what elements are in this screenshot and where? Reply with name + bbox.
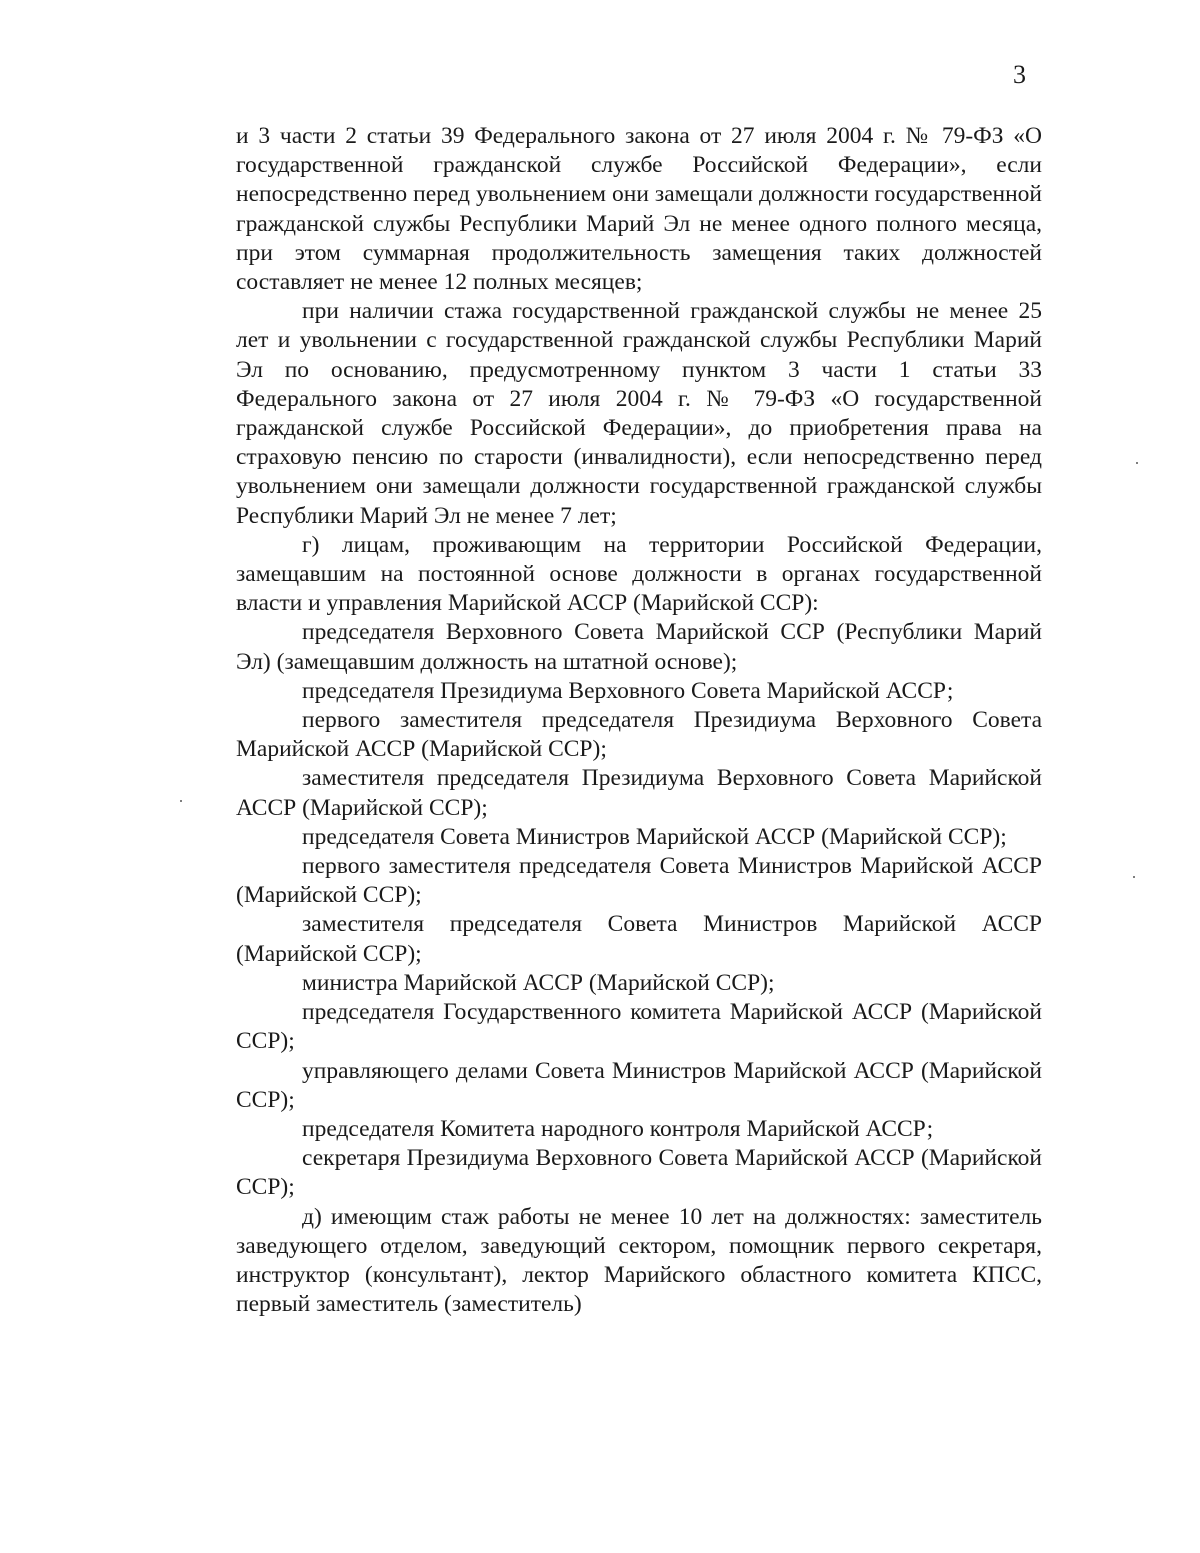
paragraph-item-g: г) лицам, проживающим на территории Российской Федерации, замещавшим на постоянной основе должности в органах государственной власти и управления Марийской АССР (Марийской ССР):	[236, 531, 1042, 617]
list-item: первого заместителя председателя Президиума Верховного Совета Марийской АССР (Марийской ССР);	[236, 707, 1042, 763]
list-item: председателя Верховного Совета Марийской ССР (Республики Марий Эл) (замещавшим должность на штатной основе);	[236, 619, 1042, 675]
paragraph-continuation: и 3 части 2 статьи 39 Федерального закона от 27 июля 2004 г. № 79-ФЗ «О государственной гражданской службе Российской Федерации», если непосредственно перед увольнением они замещали должности государственной гражданской службы Республики Марий Эл не менее одного полного месяца, при этом суммарная продолжительность замещения таких должностей составляет не менее 12 полных месяцев;	[236, 123, 1042, 296]
list-item: министра Марийской АССР (Марийской ССР);	[302, 969, 775, 996]
list-item: председателя Государственного комитета Марийской АССР (Марийской ССР);	[236, 999, 1042, 1055]
page-number: 3	[1013, 60, 1026, 89]
list-item: управляющего делами Совета Министров Марийской АССР (Марийской ССР);	[236, 1057, 1042, 1113]
paragraph-item-d: д) имеющим стаж работы не менее 10 лет на должностях: заместитель заведующего отделом, заведующий сектором, помощник первого секретаря, инструктор (консультант), лектор Марийского областного комитета КПСС, первый заместитель (заместитель)	[236, 1203, 1042, 1318]
list-item: первого заместителя председателя Совета Министров Марийской АССР (Марийской ССР);	[236, 853, 1042, 909]
list-item: председателя Комитета народного контроля Марийской АССР;	[302, 1115, 934, 1142]
list-item: заместителя председателя Совета Министров Марийской АССР (Марийской ССР);	[236, 911, 1042, 967]
list-item: секретаря Президиума Верховного Совета Марийской АССР (Марийской ССР);	[236, 1145, 1042, 1201]
document-body	[236, 122, 1042, 1319]
list-item: заместителя председателя Президиума Верховного Совета Марийской АССР (Марийской ССР);	[236, 765, 1042, 821]
scan-speck	[1136, 462, 1138, 464]
scan-speck	[1133, 876, 1135, 878]
list-item: председателя Президиума Верховного Совета Марийской АССР;	[302, 677, 954, 704]
scan-speck	[180, 800, 182, 802]
list-item: председателя Совета Министров Марийской АССР (Марийской ССР);	[302, 823, 1007, 850]
paragraph-service-length-25: при наличии стажа государственной гражданской службы не менее 25 лет и увольнении с государственной гражданской службы Республики Марий Эл по основанию, предусмотренному пунктом 3 части 1 статьи 33 Федерального закона от 27 июля 2004 г. № 79-ФЗ «О государственной гражданской службе Российской Федерации», до приобретения права на страховую пенсию по старости (инвалидности), если непосредственно перед увольнением они замещали должности государственной гражданской службы Республики Марий Эл не менее 7 лет;	[236, 298, 1042, 529]
